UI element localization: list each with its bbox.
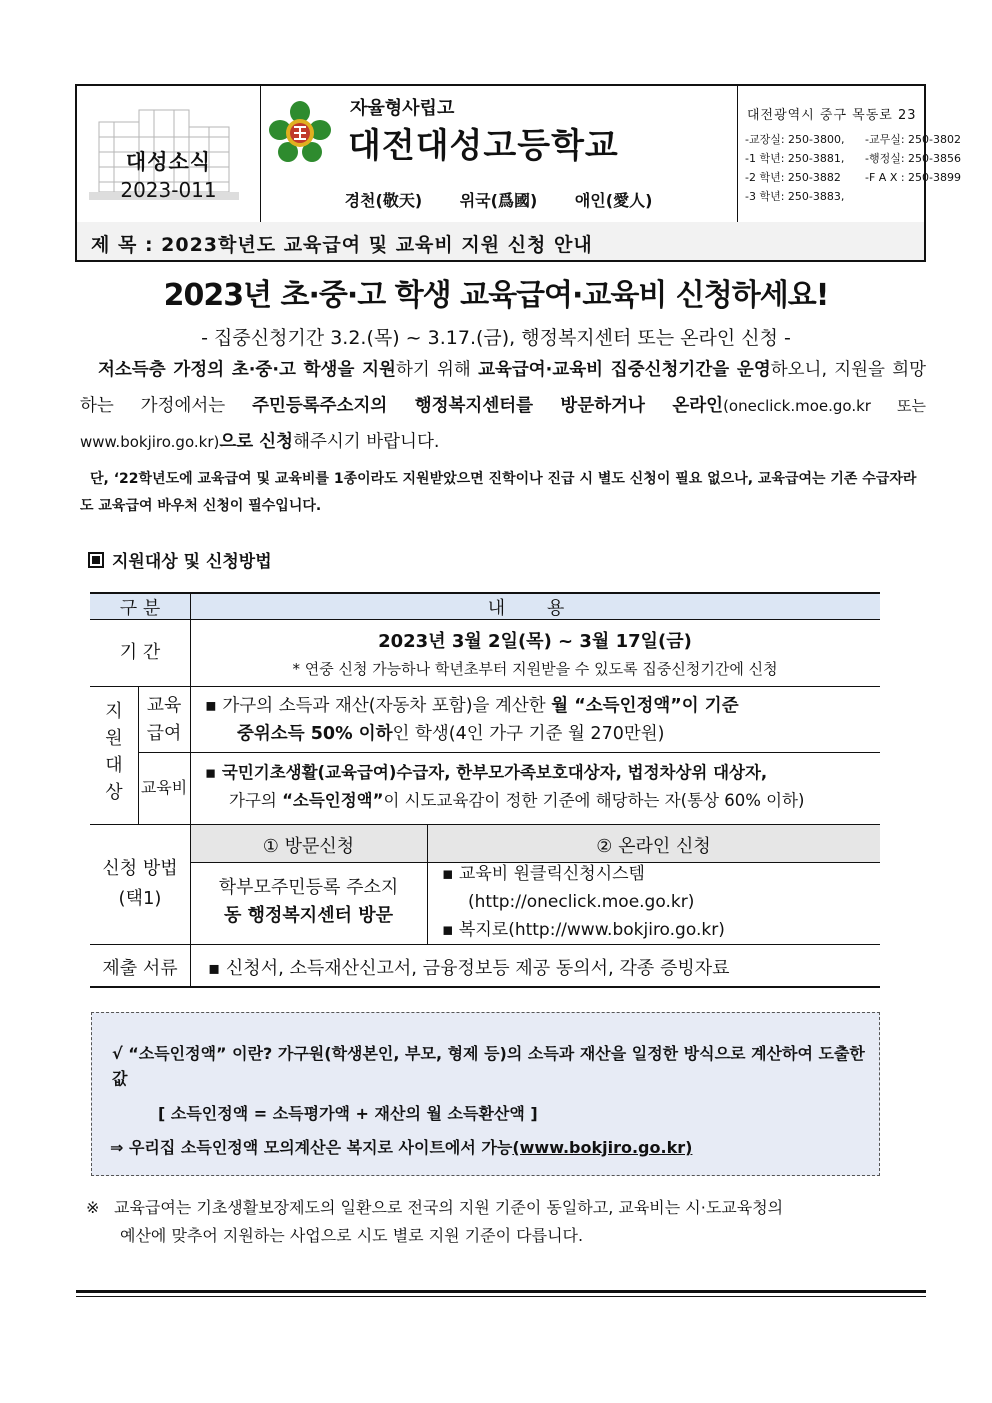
online-content <box>442 860 872 944</box>
content-text: 가구의 <box>229 791 283 810</box>
intro-bold: 주민등록주소지의 행정복지센터를 방문하거나 온라인 <box>252 396 724 416</box>
content-bold: “소득인정액” <box>282 791 384 810</box>
subject-row <box>77 222 924 260</box>
notice-text: 단, ‘22학년도에 교육급여 및 교육비를 1종이라도 지원받았으면 진학이나 진급 시 별도 신청이 필요 없으나, 교육급여는 기존 수급자라도 교육급여 바우처 신청이 필수입니다. <box>80 471 917 514</box>
docs-content: ▪ 신청서, 소득재산신고서, 금융정보등 제공 동의서, 각종 증빙자료 <box>208 958 730 979</box>
content-text: 이 시도교육감이 정한 기준에 해당하는 자(통상 60% 이하) <box>383 791 805 810</box>
docs-label: 제출 서류 <box>102 958 178 979</box>
newsletter-number: 2023-011 <box>120 178 217 202</box>
intro-text: 해주시기 바랍니다. <box>293 432 440 452</box>
label-line: 급여 <box>146 723 182 744</box>
content-text: ▪ 가구의 소득과 재산(자동차 포함)을 계산한 <box>205 696 552 716</box>
motto-3: 애인(愛人) <box>574 191 653 210</box>
edu-benefit-content <box>205 692 870 748</box>
school-name: 대전대성고등학교 <box>348 126 619 166</box>
info-simulation <box>110 1135 692 1158</box>
target-char: 상 <box>105 782 123 803</box>
target-char: 원 <box>105 728 123 749</box>
bottom-divider <box>76 1296 926 1297</box>
header-top-row <box>77 86 962 223</box>
content-text: 인 학생(4인 가구 기준 월 270만원) <box>392 724 665 744</box>
edu-cost-content <box>205 759 880 815</box>
intro-text: (oneclick.moe.go.kr 또는 www.bokjiro.go.kr) <box>80 397 927 451</box>
reference-mark-icon: ※ <box>86 1198 100 1217</box>
label-line: 교육 <box>146 695 182 716</box>
target-char: 지 <box>105 701 123 722</box>
section-heading <box>88 547 272 572</box>
info-definition: √ “소득인정액” 이란? 가구원(학생본인, 부모, 형제 등)의 소득과 재산을 일정한 방식으로 계산하여 도출한 값 <box>112 1044 865 1088</box>
info-text: ⇒ 우리집 소득인정액 모의계산은 복지로 사이트에서 가능 <box>110 1138 513 1157</box>
phone-entry: -행정실: 250-3856 <box>865 152 962 165</box>
section-title: 지원대상 및 신청방법 <box>112 552 272 572</box>
phone-entry: -교무실: 250-3802 <box>865 133 962 146</box>
info-box <box>91 1012 880 1176</box>
newsletter-id-cell <box>77 86 261 222</box>
col-header-category: 구 분 <box>119 598 161 619</box>
phone-entry: -2 학년: 250-3882 <box>745 171 841 184</box>
online-header: ② 온라인 신청 <box>596 836 711 857</box>
visit-line: 동 행정복지센터 방문 <box>223 905 394 926</box>
phone-list <box>745 130 962 206</box>
bokjiro-link[interactable]: (www.bokjiro.go.kr) <box>512 1138 693 1157</box>
phone-entry: -3 학년: 250-3883, <box>745 190 845 203</box>
online-line: ▪ 복지로(http://www.bokjiro.go.kr) <box>442 920 725 940</box>
school-type: 자율형사립고 <box>350 98 455 119</box>
phone-entry: -교장실: 250-3800, <box>745 133 845 146</box>
intro-text: 하기 위해 <box>395 360 479 380</box>
notice-paragraph <box>80 466 926 520</box>
bottom-divider <box>76 1290 926 1293</box>
motto-2: 위국(爲國) <box>459 191 538 210</box>
newsletter-title: 대성소식 <box>125 150 212 174</box>
visit-line: 학부모주민등록 주소지 <box>218 877 399 898</box>
target-char: 대 <box>105 755 123 776</box>
period-note: * 연중 신청 가능하나 학년초부터 지원받을 수 있도록 집중신청기간에 신청 <box>292 660 778 678</box>
footnote-text: 예산에 맞추어 지원하는 사업으로 시도 별로 지원 기준이 다릅니다. <box>120 1226 584 1245</box>
intro-bold: 으로 신청 <box>219 432 294 452</box>
period-dates: 2023년 3월 2일(목) ~ 3월 17일(금) <box>378 631 692 652</box>
intro-bold: 교육급여·교육비 집중신청기간을 운영 <box>478 360 771 380</box>
period-label: 기 간 <box>119 642 161 663</box>
phone-entry: -1 학년: 250-3881, <box>745 152 845 165</box>
intro-bold: 저소득층 가정의 초·중·고 학생을 지원 <box>98 360 396 380</box>
online-line: ▪ 교육비 원클릭신청시스템 <box>442 864 645 884</box>
intro-text: 하오니, 지원을 희망하는 가정에서는 <box>80 360 927 416</box>
content-bold: 중위소득 50% 이하 <box>237 724 393 744</box>
school-motto <box>260 188 737 211</box>
newsletter-header <box>75 84 962 262</box>
school-name-cell <box>260 86 738 222</box>
subject-text: 제 목 : 2023학년도 교육급여 및 교육비 지원 신청 안내 <box>91 234 593 256</box>
col-header-content: 내 용 <box>487 598 583 619</box>
page-title: 2023년 초·중·고 학생 교육급여·교육비 신청하세요! <box>163 278 829 313</box>
info-formula: [ 소득인정액 = 소득평가액 + 재산의 월 소득환산액 ] <box>158 1104 538 1123</box>
fax-entry: -F A X : 250-3899 <box>865 171 962 184</box>
school-emblem-icon <box>268 100 332 164</box>
method-label <box>90 854 190 914</box>
online-url: (http://oneclick.moe.go.kr) <box>468 892 695 912</box>
motto-1: 경천(敬天) <box>344 191 423 210</box>
content-bold: ▪ 국민기초생활(교육급여)수급자, 한부모가족보호대상자, 법정차상위 대상자, <box>205 763 768 782</box>
school-address: 대전광역시 중구 목동로 23 <box>747 108 917 123</box>
checkbox-square-icon <box>88 552 104 568</box>
intro-paragraph <box>80 352 926 460</box>
content-bold: 월 “소득인정액”이 기준 <box>551 696 739 716</box>
visit-content <box>190 874 427 930</box>
edu-benefit-label <box>138 692 190 748</box>
footnote <box>86 1194 926 1250</box>
contact-cell <box>737 86 962 222</box>
label-line: 신청 방법 <box>102 858 178 879</box>
edu-cost-label: 교육비 <box>140 778 188 797</box>
page-subtitle: - 집중신청기간 3.2.(목) ~ 3.17.(금), 행정복지센터 또는 온라인 신청 - <box>201 327 791 349</box>
target-label <box>90 698 138 806</box>
label-line: (택1) <box>118 888 162 909</box>
visit-header: ① 방문신청 <box>262 836 355 857</box>
footnote-text: 교육급여는 기초생활보장제도의 일환으로 전국의 지원 기준이 동일하고, 교육비는 시·도교육청의 <box>114 1198 784 1217</box>
